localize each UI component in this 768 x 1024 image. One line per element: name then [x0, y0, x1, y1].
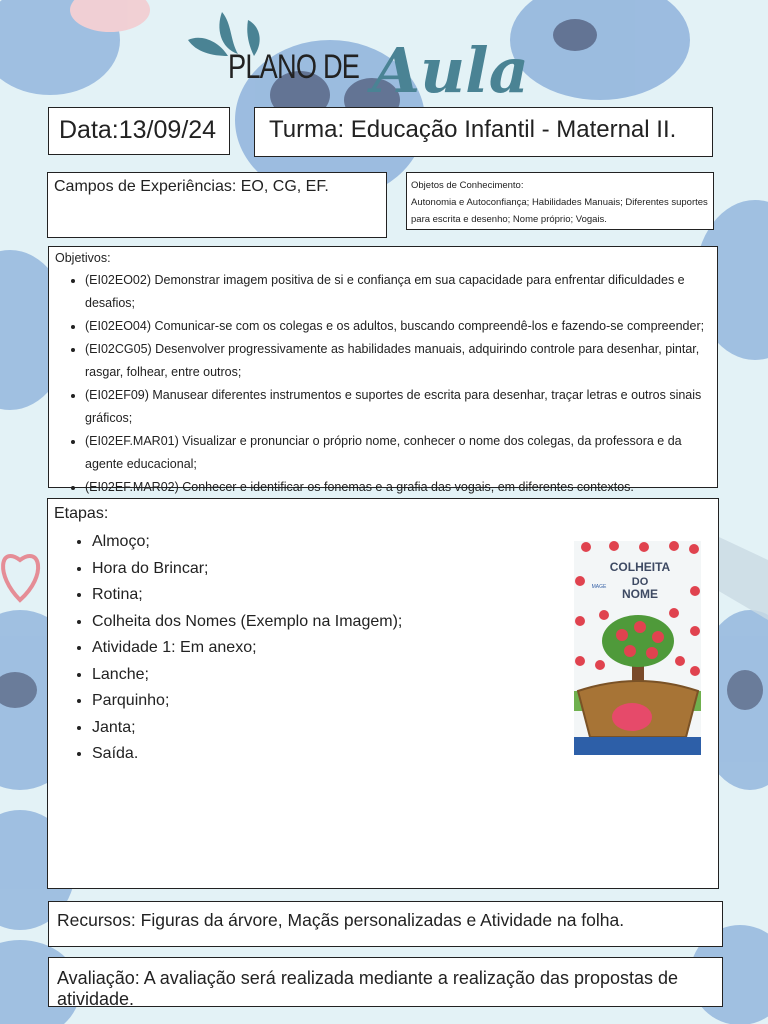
objetos-box: [406, 172, 714, 230]
etapas-label: Etapas:: [54, 505, 109, 522]
title-aula: Aula: [372, 34, 529, 107]
avaliacao-box: [48, 957, 723, 1007]
objetos-label: Objetos de Conhecimento:: [411, 180, 524, 191]
basket-apple: [612, 703, 652, 731]
objetivos-label: Objetivos:: [55, 251, 111, 265]
list-item: • Lanche;: [92, 662, 712, 689]
blue-base: [574, 737, 701, 755]
objetivos-box: [48, 246, 718, 494]
list-item: • Rotina;: [92, 582, 712, 609]
objetos-text: Autonomia e Autoconfiança; Habilidades Manuais; Diferentes suportes para escrita e desenho; Nome próprio; Vogais.: [411, 197, 708, 225]
list-item: • (EI02CG05) Desenvolver progressivamente as habilidades manuais, adquirindo controle para desenhar, pintar, rasgar, folhear, entre outros;: [85, 338, 711, 384]
objetivos-list: [55, 269, 711, 499]
list-item: • (EI02EF09) Manusear diferentes instrumentos e suportes de escrita para desenhar, traçar letras e outros sinais gráficos;: [85, 384, 711, 430]
list-item: • Hora do Brincar;: [92, 556, 712, 583]
list-item: • (EI02EO02) Demonstrar imagem positiva de si e confiança em sua capacidade para enfrentar dificuldades e desafios;: [85, 269, 711, 315]
list-item: • Janta;: [92, 715, 712, 742]
list-item: • Parquinho;: [92, 688, 712, 715]
colheita-do-nome-image: [574, 541, 701, 755]
page-title: [180, 10, 540, 110]
recursos-box: [48, 901, 723, 947]
image-brand: MAGE: [591, 584, 607, 590]
recursos-text: Recursos: Figuras da árvore, Maçãs personalizadas e Atividade na folha.: [57, 910, 625, 930]
title-plano-de: PLANO DE: [228, 48, 360, 86]
list-item: • Almoço;: [92, 529, 712, 556]
date-text: Data:13/09/24: [59, 116, 217, 144]
list-item: • Atividade 1: Em anexo;: [92, 635, 712, 662]
image-title-line1: COLHEITA: [609, 560, 671, 574]
list-item: • Saída.: [92, 741, 712, 768]
image-title-line3: NOME: [622, 587, 658, 601]
image-title-line2: DO: [631, 576, 649, 588]
avaliacao-text: Avaliação: A avaliação será realizada mediante a realização das propostas de atividade.: [57, 968, 679, 1009]
date-box: [48, 107, 230, 155]
turma-box: [254, 107, 713, 157]
list-item: • Colheita dos Nomes (Exemplo na Imagem);: [92, 609, 712, 636]
list-item: • (EI02EO04) Comunicar-se com os colegas e os adultos, buscando compreendê-los e fazendo-se compreender;: [85, 315, 711, 338]
turma-text: Turma: Educação Infantil - Maternal II.: [269, 116, 677, 143]
list-item: • (EI02EF.MAR02) Conhecer e identificar os fonemas e a grafia das vogais, em diferentes contextos.: [85, 476, 711, 499]
list-item: • (EI02EF.MAR01) Visualizar e pronunciar o próprio nome, conhecer o nome dos colegas, da professora e da agente educacional;: [85, 430, 711, 476]
campos-text: Campos de Experiências: EO, CG, EF.: [54, 178, 329, 195]
campos-box: [47, 172, 387, 238]
